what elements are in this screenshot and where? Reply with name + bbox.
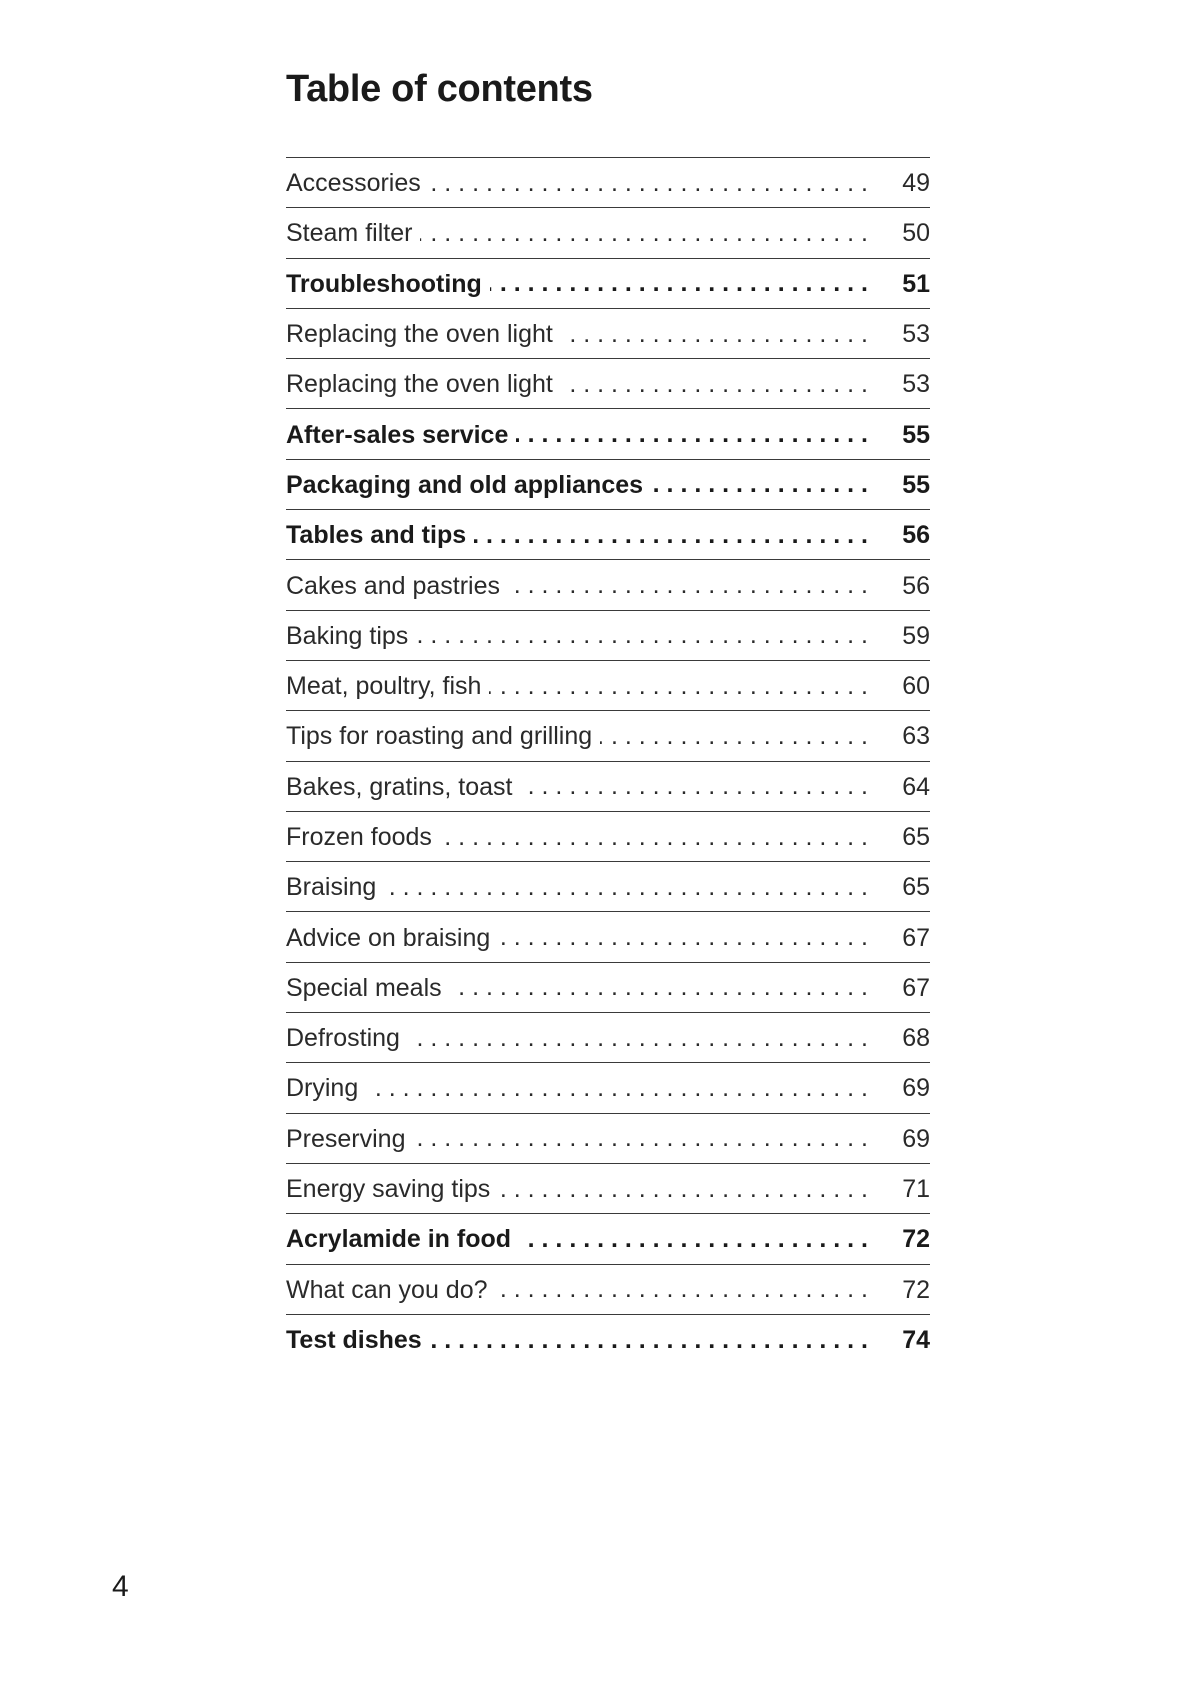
toc-entry-label: Baking tips — [286, 621, 409, 650]
dot-leader — [508, 571, 868, 601]
toc-entry-page: 72 — [902, 1275, 930, 1304]
toc-entry[interactable] — [286, 711, 930, 761]
toc-entry-page: 56 — [902, 571, 930, 600]
toc-entry[interactable] — [286, 912, 930, 962]
dot-leader — [489, 672, 868, 702]
dot-leader — [474, 521, 868, 551]
toc-entry[interactable] — [286, 1315, 930, 1365]
toc-entry[interactable] — [286, 611, 930, 661]
toc-entry-page: 69 — [902, 1124, 930, 1153]
toc-entry[interactable] — [286, 510, 930, 560]
dot-leader — [430, 1326, 868, 1356]
toc-entry-label: Preserving — [286, 1124, 406, 1153]
toc-entry-page: 71 — [902, 1175, 930, 1204]
toc-entry-page: 59 — [902, 621, 930, 650]
page-title: Table of contents — [286, 68, 593, 110]
toc-entry-page: 55 — [902, 470, 930, 499]
toc-entry[interactable] — [286, 862, 930, 912]
dot-leader — [498, 1175, 868, 1205]
dot-leader — [519, 1225, 868, 1255]
toc-entry-page: 53 — [902, 370, 930, 399]
toc-entry-label: Special meals — [286, 973, 442, 1002]
toc-entry-page: 64 — [902, 772, 930, 801]
toc-entry-page: 74 — [902, 1326, 930, 1355]
toc-entry-label: Test dishes — [286, 1326, 422, 1355]
toc-entry[interactable] — [286, 1265, 930, 1315]
toc-entry[interactable] — [286, 1114, 930, 1164]
toc-entry-page: 67 — [902, 923, 930, 952]
dot-leader — [561, 370, 868, 400]
toc-entry-label: Packaging and old appliances — [286, 470, 644, 499]
toc-entry[interactable] — [286, 158, 930, 208]
dot-leader — [651, 470, 868, 500]
toc-entry-page: 63 — [902, 722, 930, 751]
toc-entry-page: 56 — [902, 521, 930, 550]
toc-entry[interactable] — [286, 208, 930, 258]
toc-entry-page: 69 — [902, 1074, 930, 1103]
dot-leader — [414, 1124, 869, 1154]
toc-entry-label: Energy saving tips — [286, 1175, 491, 1204]
dot-leader — [366, 1074, 868, 1104]
toc-entry-label: Steam filter — [286, 219, 413, 248]
dot-leader — [490, 269, 868, 299]
toc-entry[interactable] — [286, 409, 930, 459]
toc-entry-label: Acrylamide in food — [286, 1225, 512, 1254]
toc-entry[interactable] — [286, 1164, 930, 1214]
dot-leader — [516, 420, 868, 450]
toc-entry-page: 65 — [902, 873, 930, 902]
toc-entry[interactable] — [286, 560, 930, 610]
toc-entry-page: 51 — [902, 269, 930, 298]
toc-entry-label: Advice on braising — [286, 923, 491, 952]
dot-leader — [450, 973, 868, 1003]
toc-entry[interactable] — [286, 309, 930, 359]
toc-entry-label: Replacing the oven light — [286, 370, 553, 399]
dot-leader — [521, 772, 868, 802]
toc-entry[interactable] — [286, 762, 930, 812]
toc-entry-page: 55 — [902, 420, 930, 449]
dot-leader — [420, 219, 868, 249]
toc-entry[interactable] — [286, 359, 930, 409]
toc-entry[interactable] — [286, 661, 930, 711]
toc-entry-page: 50 — [902, 219, 930, 248]
toc-entry-label: Braising — [286, 873, 377, 902]
toc-entry-label: Troubleshooting — [286, 269, 482, 298]
toc-entry[interactable] — [286, 812, 930, 862]
dot-leader — [498, 923, 868, 953]
dot-leader — [440, 823, 868, 853]
dot-leader — [429, 169, 868, 199]
toc-entry[interactable] — [286, 1063, 930, 1113]
toc-entry-page: 53 — [902, 320, 930, 349]
toc-entry-label: Accessories — [286, 169, 421, 198]
toc-entry[interactable] — [286, 1214, 930, 1264]
toc-entry-page: 72 — [902, 1225, 930, 1254]
toc-entry[interactable] — [286, 259, 930, 309]
dot-leader — [408, 1024, 868, 1054]
toc-entry-label: Replacing the oven light — [286, 320, 553, 349]
toc-entry-label: After-sales service — [286, 420, 509, 449]
toc-entry-label: Tables and tips — [286, 521, 467, 550]
dot-leader — [600, 722, 868, 752]
toc-entry[interactable] — [286, 963, 930, 1013]
toc-entry-page: 60 — [902, 672, 930, 701]
toc-entry-page: 67 — [902, 973, 930, 1002]
page-number: 4 — [112, 1570, 129, 1603]
dot-leader — [384, 873, 868, 903]
dot-leader — [496, 1275, 868, 1305]
toc-entry-label: Defrosting — [286, 1024, 400, 1053]
toc-entry-label: Cakes and pastries — [286, 571, 501, 600]
toc-entry-page: 68 — [902, 1024, 930, 1053]
toc-entry[interactable] — [286, 1013, 930, 1063]
toc-list — [286, 157, 930, 1365]
toc-entry-label: Meat, poultry, fish — [286, 672, 482, 701]
toc-entry-label: What can you do? — [286, 1275, 488, 1304]
dot-leader — [561, 320, 868, 350]
toc-entry-label: Tips for roasting and grilling — [286, 722, 593, 751]
toc-entry-page: 65 — [902, 823, 930, 851]
toc-entry-page: 49 — [902, 169, 930, 198]
toc-entry-label: Frozen foods — [286, 823, 432, 851]
toc-entry-label: Drying — [286, 1074, 359, 1103]
dot-leader — [416, 621, 868, 651]
toc-entry-label: Bakes, gratins, toast — [286, 772, 513, 801]
toc-entry[interactable] — [286, 460, 930, 510]
